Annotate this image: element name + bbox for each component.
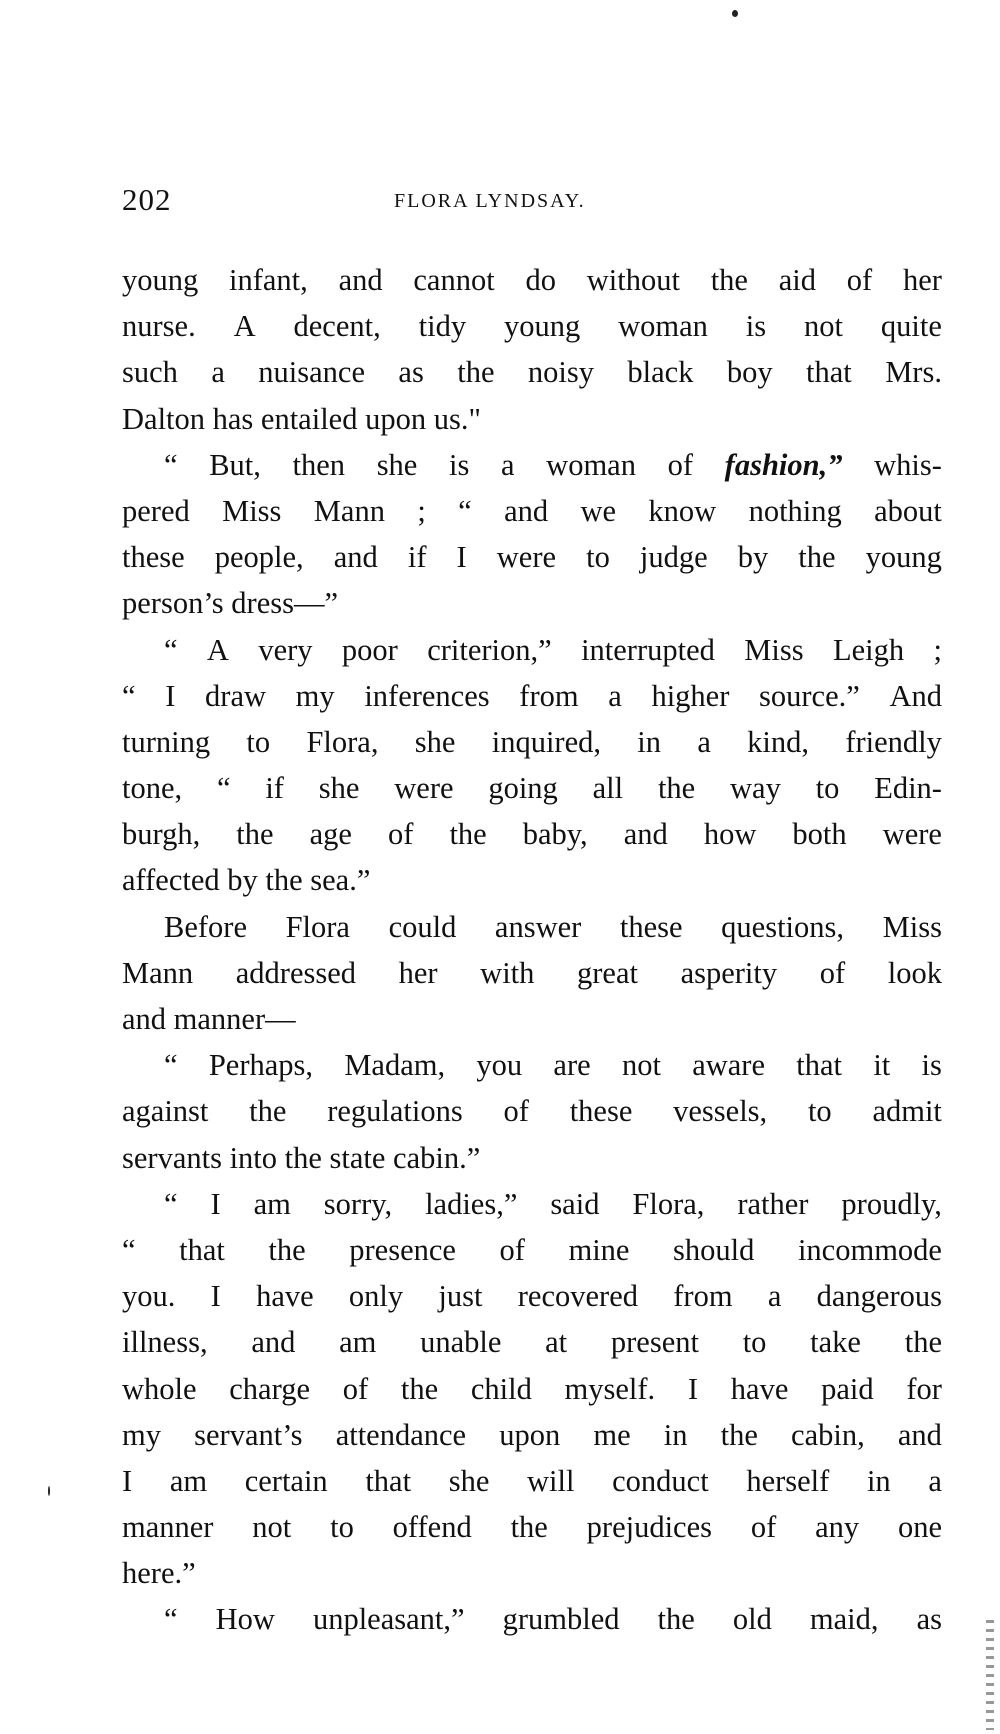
word: burgh, bbox=[122, 817, 201, 852]
word: of bbox=[503, 1094, 529, 1129]
word: woman bbox=[546, 447, 636, 482]
word: asperity bbox=[680, 955, 778, 990]
text-line bbox=[122, 1412, 942, 1458]
word: against bbox=[122, 1094, 209, 1129]
word: unpleasant,” bbox=[312, 1602, 465, 1637]
word: Leigh bbox=[832, 632, 905, 667]
word: Mrs. bbox=[885, 355, 942, 390]
word: am bbox=[253, 1186, 291, 1221]
word: from bbox=[673, 1279, 733, 1314]
word: nuisance bbox=[258, 355, 365, 390]
word: that bbox=[179, 1232, 225, 1267]
word: to bbox=[586, 540, 610, 575]
word: by bbox=[737, 540, 769, 575]
word: But, bbox=[209, 447, 261, 482]
word: she bbox=[318, 771, 360, 806]
word: to bbox=[742, 1325, 767, 1360]
word: not bbox=[804, 309, 844, 344]
word: illness, bbox=[122, 1325, 208, 1360]
text-line: here.” bbox=[122, 1556, 196, 1591]
text-line: person’s dress—” bbox=[122, 586, 339, 621]
body-text bbox=[122, 257, 942, 1643]
word: were bbox=[394, 771, 454, 806]
word: very bbox=[258, 632, 313, 667]
word: you bbox=[476, 1048, 523, 1083]
word: and bbox=[251, 1325, 296, 1360]
word: Edin- bbox=[874, 771, 942, 806]
word: Flora, bbox=[306, 724, 379, 759]
word: “ bbox=[122, 678, 136, 713]
word: Miss bbox=[882, 909, 942, 944]
word: And bbox=[889, 678, 942, 713]
word: upon bbox=[499, 1417, 561, 1452]
text-line: Dalton has entailed upon us." bbox=[122, 401, 481, 436]
word: addressed bbox=[235, 955, 357, 990]
word: draw bbox=[205, 678, 267, 713]
word: I bbox=[210, 1279, 221, 1314]
word: manner bbox=[122, 1510, 214, 1545]
text-line bbox=[122, 349, 942, 395]
word: the bbox=[798, 540, 836, 575]
word: young bbox=[122, 263, 199, 297]
word: aware bbox=[692, 1048, 765, 1083]
word: ; bbox=[417, 493, 426, 528]
word: without bbox=[586, 263, 680, 297]
word: take bbox=[810, 1325, 861, 1360]
word: age bbox=[309, 817, 352, 852]
word: all bbox=[592, 771, 624, 806]
word: people, bbox=[214, 540, 304, 575]
text-line: affected by the sea.” bbox=[122, 863, 371, 898]
word: my bbox=[122, 1417, 161, 1452]
word: servant’s bbox=[194, 1417, 303, 1452]
word: How bbox=[215, 1602, 275, 1637]
word: only bbox=[348, 1279, 404, 1314]
word: whole bbox=[122, 1371, 197, 1406]
word: and bbox=[504, 493, 549, 528]
text-line bbox=[122, 1504, 942, 1550]
word: have bbox=[730, 1371, 789, 1406]
text-line: and manner— bbox=[122, 1002, 296, 1036]
word: the bbox=[400, 1371, 439, 1406]
word: “ bbox=[122, 1232, 136, 1267]
word: you. bbox=[122, 1279, 176, 1314]
word: could bbox=[388, 909, 457, 944]
running-title: FLORA LYNDSAY. bbox=[394, 190, 586, 212]
word: were bbox=[882, 817, 942, 852]
word: am bbox=[169, 1463, 208, 1498]
word: young bbox=[503, 309, 581, 344]
word: a bbox=[500, 447, 515, 482]
word: that bbox=[796, 1048, 843, 1083]
word: charge bbox=[229, 1371, 310, 1406]
word: boy bbox=[726, 355, 773, 390]
word: going bbox=[488, 771, 558, 806]
word: Before bbox=[164, 909, 247, 944]
word: regulations bbox=[327, 1094, 463, 1129]
word: these bbox=[122, 540, 185, 575]
word: prejudices bbox=[586, 1510, 712, 1545]
word: my bbox=[295, 678, 335, 713]
word: maid, bbox=[809, 1602, 879, 1637]
word: I bbox=[687, 1371, 699, 1406]
word: me bbox=[593, 1417, 631, 1452]
word: unable bbox=[420, 1325, 502, 1360]
word: interrupted bbox=[581, 632, 715, 667]
word: cannot bbox=[413, 263, 495, 297]
word: should bbox=[673, 1232, 755, 1267]
word: I bbox=[165, 678, 176, 713]
word: I bbox=[122, 1463, 133, 1498]
word: Miss bbox=[222, 493, 282, 528]
word: she bbox=[376, 447, 418, 482]
word: and bbox=[623, 817, 668, 852]
word: pered bbox=[122, 493, 190, 528]
print-speck bbox=[48, 1486, 50, 1496]
text-line bbox=[122, 1366, 942, 1412]
word: that bbox=[365, 1463, 412, 1498]
word: the bbox=[249, 1094, 287, 1129]
word: conduct bbox=[612, 1463, 709, 1498]
word: criterion,” bbox=[427, 632, 552, 667]
word: of bbox=[667, 447, 694, 482]
word: she bbox=[414, 724, 456, 759]
word: not bbox=[621, 1048, 661, 1083]
word: nurse. bbox=[122, 309, 196, 344]
word: Miss bbox=[744, 632, 804, 667]
word: fashion,” bbox=[724, 447, 843, 482]
text-line bbox=[122, 719, 942, 765]
word: to bbox=[330, 1510, 354, 1545]
word: questions, bbox=[721, 909, 845, 944]
text-line bbox=[122, 534, 942, 580]
word: inferences bbox=[364, 678, 490, 713]
word: of bbox=[499, 1232, 525, 1267]
word: in bbox=[866, 1463, 891, 1498]
word: at bbox=[545, 1325, 568, 1360]
word: nothing bbox=[748, 493, 842, 528]
word: we bbox=[580, 493, 617, 528]
word: were bbox=[496, 540, 557, 575]
word: about bbox=[874, 493, 942, 528]
page-edge-mark bbox=[986, 1620, 994, 1730]
word: “ bbox=[164, 1602, 178, 1637]
word: myself. bbox=[564, 1371, 656, 1406]
text-line bbox=[122, 1319, 942, 1365]
word: ; bbox=[933, 632, 942, 667]
word: the bbox=[710, 263, 748, 297]
word: the bbox=[449, 817, 487, 852]
word: “ bbox=[216, 771, 231, 806]
word: the bbox=[720, 1417, 758, 1452]
word: woman bbox=[618, 309, 708, 344]
text-line bbox=[122, 1596, 942, 1642]
word: Flora bbox=[285, 909, 350, 944]
word: a bbox=[928, 1463, 942, 1498]
page-header bbox=[122, 182, 942, 222]
word: recovered bbox=[517, 1279, 638, 1314]
word: noisy bbox=[527, 355, 594, 390]
word: as bbox=[398, 355, 424, 390]
text-line bbox=[122, 488, 942, 534]
word: the bbox=[904, 1325, 942, 1360]
word: friendly bbox=[845, 724, 942, 759]
word: a bbox=[697, 724, 711, 759]
word: admit bbox=[872, 1094, 942, 1129]
word: is bbox=[745, 309, 767, 344]
word: “ bbox=[164, 1048, 178, 1083]
word: then bbox=[292, 447, 346, 482]
text-line bbox=[122, 1458, 942, 1504]
word: young bbox=[865, 540, 942, 575]
word: decent, bbox=[293, 309, 381, 344]
word: rather bbox=[737, 1186, 809, 1221]
word: one bbox=[897, 1510, 942, 1545]
word: from bbox=[519, 678, 579, 713]
page-number: 202 bbox=[122, 182, 172, 217]
word: will bbox=[527, 1463, 575, 1498]
word: the bbox=[657, 771, 696, 806]
word: judge bbox=[639, 540, 708, 575]
word: higher bbox=[651, 678, 730, 713]
word: Mann bbox=[313, 493, 385, 528]
word: a bbox=[608, 678, 622, 713]
word: a bbox=[211, 355, 225, 390]
word: tone, bbox=[122, 771, 183, 806]
word: the bbox=[236, 817, 274, 852]
word: way bbox=[730, 771, 781, 806]
text-line bbox=[122, 303, 942, 349]
word: Madam, bbox=[344, 1048, 446, 1083]
text-line bbox=[122, 627, 942, 673]
word: answer bbox=[494, 909, 582, 944]
word: to bbox=[246, 724, 271, 759]
word: black bbox=[627, 355, 694, 390]
word: child bbox=[470, 1371, 532, 1406]
word: have bbox=[256, 1279, 314, 1314]
word: dangerous bbox=[816, 1279, 942, 1314]
text-line bbox=[122, 1227, 942, 1273]
word: it bbox=[873, 1048, 891, 1083]
word: A bbox=[233, 309, 256, 344]
word: source.” bbox=[759, 678, 860, 713]
word: and bbox=[333, 540, 378, 575]
text-line bbox=[122, 442, 942, 488]
word: quite bbox=[880, 309, 942, 344]
word: kind, bbox=[747, 724, 810, 759]
word: look bbox=[887, 955, 942, 990]
word: and bbox=[897, 1417, 942, 1452]
word: that bbox=[806, 355, 852, 390]
word: with bbox=[480, 955, 535, 990]
word: whis- bbox=[874, 447, 942, 482]
word: am bbox=[339, 1325, 377, 1360]
word: any bbox=[815, 1510, 860, 1545]
print-speck bbox=[732, 10, 738, 17]
word: Mann bbox=[122, 955, 194, 990]
word: of bbox=[342, 1371, 369, 1406]
text-line bbox=[122, 1042, 942, 1088]
word: her bbox=[902, 263, 942, 297]
word: old bbox=[732, 1602, 772, 1637]
word: to bbox=[807, 1094, 832, 1129]
word: is bbox=[921, 1048, 942, 1083]
word: presence bbox=[349, 1232, 456, 1267]
word: “ bbox=[164, 447, 178, 482]
word: do bbox=[525, 263, 556, 297]
word: “ bbox=[458, 493, 472, 528]
word: she bbox=[448, 1463, 490, 1498]
word: “ bbox=[164, 1186, 178, 1221]
word: if bbox=[407, 540, 427, 575]
text-line bbox=[122, 904, 942, 950]
word: offend bbox=[392, 1510, 472, 1545]
word: grumbled bbox=[502, 1602, 620, 1637]
word: I bbox=[456, 540, 467, 575]
word: as bbox=[916, 1602, 942, 1637]
word: the bbox=[268, 1232, 306, 1267]
word: present bbox=[610, 1325, 699, 1360]
text-line bbox=[122, 811, 942, 857]
word: incommode bbox=[797, 1232, 942, 1267]
word: vessels, bbox=[673, 1094, 768, 1129]
word: ladies,” bbox=[425, 1186, 518, 1221]
word: mine bbox=[568, 1232, 630, 1267]
word: certain bbox=[244, 1463, 328, 1498]
word: not bbox=[252, 1510, 292, 1545]
word: these bbox=[619, 909, 683, 944]
word: in bbox=[637, 724, 662, 759]
word: sorry, bbox=[323, 1186, 393, 1221]
word: just bbox=[438, 1279, 483, 1314]
word: how bbox=[703, 817, 757, 852]
word: of bbox=[387, 817, 414, 852]
text-line bbox=[122, 1088, 942, 1134]
word: poor bbox=[341, 632, 398, 667]
word: the bbox=[657, 1602, 695, 1637]
word: of bbox=[750, 1510, 777, 1545]
word: said bbox=[550, 1186, 600, 1221]
word: infant, bbox=[229, 263, 308, 297]
word: cabin, bbox=[791, 1417, 865, 1452]
word: paid bbox=[821, 1371, 874, 1406]
word: the bbox=[510, 1510, 548, 1545]
text-line bbox=[122, 257, 942, 303]
word: in bbox=[663, 1417, 688, 1452]
word: these bbox=[569, 1094, 633, 1129]
word: such bbox=[122, 355, 178, 390]
word: to bbox=[815, 771, 840, 806]
word: if bbox=[265, 771, 284, 806]
word: of bbox=[846, 263, 873, 297]
word: herself bbox=[746, 1463, 830, 1498]
word: inquired, bbox=[491, 724, 601, 759]
word: attendance bbox=[335, 1417, 467, 1452]
word: her bbox=[398, 955, 438, 990]
word: Perhaps, bbox=[208, 1048, 314, 1083]
text-line bbox=[122, 950, 942, 996]
word: of bbox=[819, 955, 846, 990]
word: are bbox=[553, 1048, 591, 1083]
word: A bbox=[206, 632, 229, 667]
word: baby, bbox=[522, 817, 588, 852]
text-line bbox=[122, 765, 942, 811]
word: is bbox=[449, 447, 470, 482]
word: the bbox=[457, 355, 495, 390]
word: “ bbox=[164, 632, 178, 667]
text-line bbox=[122, 1181, 942, 1227]
word: and bbox=[338, 263, 383, 297]
word: Flora, bbox=[632, 1186, 705, 1221]
text-line bbox=[122, 1273, 942, 1319]
text-line bbox=[122, 673, 942, 719]
word: aid bbox=[778, 263, 816, 297]
word: for bbox=[906, 1371, 942, 1406]
word: great bbox=[577, 955, 638, 990]
word: turning bbox=[122, 724, 211, 759]
word: proudly, bbox=[841, 1186, 942, 1221]
word: tidy bbox=[418, 309, 467, 344]
word: know bbox=[648, 493, 717, 528]
word: a bbox=[767, 1279, 782, 1314]
word: both bbox=[792, 817, 847, 852]
text-line: servants into the state cabin.” bbox=[122, 1140, 481, 1175]
word: I bbox=[210, 1186, 221, 1221]
